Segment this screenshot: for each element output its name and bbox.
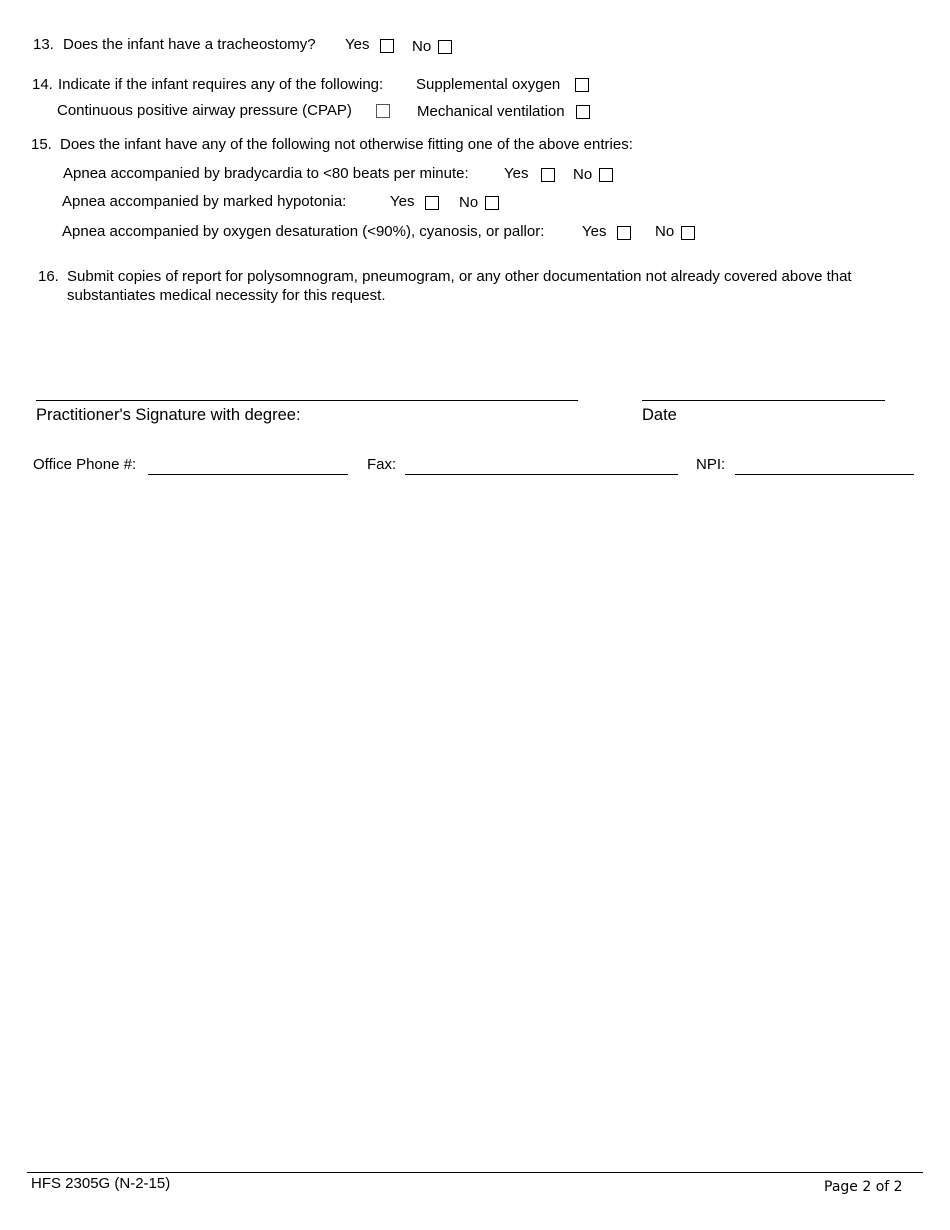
q13-yes-label: Yes	[345, 36, 370, 53]
q14-supplemental-oxygen-label: Supplemental oxygen	[416, 76, 561, 93]
q14-cpap-label: Continuous positive airway pressure (CPAP)	[57, 102, 352, 119]
q15-desaturation-yes-label: Yes	[582, 223, 607, 240]
office-phone-label: Office Phone #:	[33, 456, 137, 473]
q14-mechanical-ventilation-label: Mechanical ventilation	[417, 103, 565, 120]
signature-label: Practitioner's Signature with degree:	[36, 406, 301, 424]
q14-supplemental-oxygen-checkbox[interactable]	[575, 78, 589, 92]
q15-desaturation-no-label: No	[655, 223, 675, 240]
q15-desaturation-yes-checkbox[interactable]	[617, 226, 631, 240]
q15-desaturation-label: Apnea accompanied by oxygen desaturation (<90%), cyanosis, or pallor:	[62, 223, 545, 240]
q15-hypotonia-yes-label: Yes	[390, 193, 415, 210]
q14-cpap-checkbox[interactable]	[376, 104, 390, 118]
q15-question: Does the infant have any of the following not otherwise fitting one of the above entries:	[60, 136, 633, 153]
date-label: Date	[642, 406, 677, 424]
q14-mechanical-ventilation-checkbox[interactable]	[576, 105, 590, 119]
fax-field[interactable]	[405, 474, 678, 475]
signature-line[interactable]	[36, 400, 578, 401]
q14-question: Indicate if the infant requires any of the following:	[58, 76, 384, 93]
q15-hypotonia-no-checkbox[interactable]	[485, 196, 499, 210]
q16-number: 16.	[38, 268, 59, 285]
q15-bradycardia-no-checkbox[interactable]	[599, 168, 613, 182]
q16-text-line1: Submit copies of report for polysomnogram, pneumogram, or any other documentation not already covered above that	[67, 268, 852, 285]
q13-number: 13.	[33, 36, 54, 53]
q13-no-label: No	[412, 38, 432, 55]
q14-number: 14.	[32, 76, 53, 93]
q15-bradycardia-yes-checkbox[interactable]	[541, 168, 555, 182]
q15-bradycardia-no-label: No	[573, 166, 593, 183]
q15-bradycardia-label: Apnea accompanied by bradycardia to <80 beats per minute:	[63, 165, 469, 182]
page-number: Page 2 of 2	[824, 1179, 903, 1195]
office-phone-field[interactable]	[148, 474, 348, 475]
fax-label: Fax:	[367, 456, 397, 473]
q13-question: Does the infant have a tracheostomy?	[63, 36, 316, 53]
q16-text-line2: substantiates medical necessity for this request.	[67, 287, 386, 304]
q15-desaturation-no-checkbox[interactable]	[681, 226, 695, 240]
npi-label: NPI:	[696, 456, 726, 473]
q15-hypotonia-no-label: No	[459, 194, 479, 211]
form-id: HFS 2305G (N-2-15)	[31, 1175, 171, 1192]
date-line[interactable]	[642, 400, 885, 401]
q13-yes-checkbox[interactable]	[380, 39, 394, 53]
q15-hypotonia-label: Apnea accompanied by marked hypotonia:	[62, 193, 347, 210]
q15-number: 15.	[31, 136, 52, 153]
q13-no-checkbox[interactable]	[438, 40, 452, 54]
footer-divider	[27, 1172, 923, 1173]
q15-hypotonia-yes-checkbox[interactable]	[425, 196, 439, 210]
npi-field[interactable]	[735, 474, 914, 475]
q15-bradycardia-yes-label: Yes	[504, 165, 529, 182]
